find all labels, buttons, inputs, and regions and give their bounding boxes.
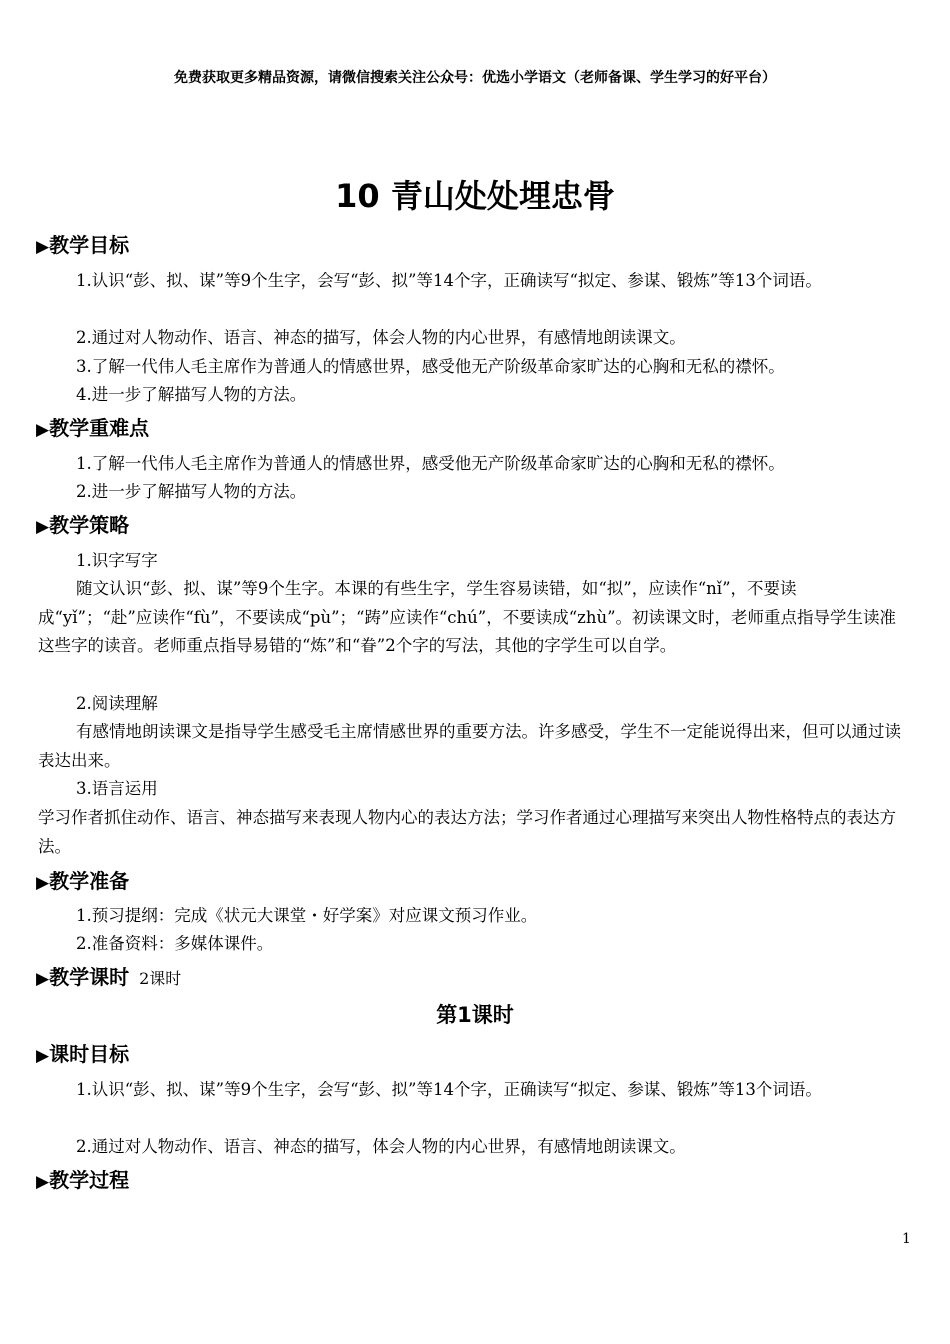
header-note: 免费获取更多精品资源，请微信搜索关注公众号：优选小学语文（老师备课、学生学习的好平台） [174,70,776,86]
preparation-item: 2.准备资料：多媒体课件。 [76,934,274,953]
key-point-item: 2.进一步了解描写人物的方法。 [76,482,307,501]
strategy-paragraph: 学习作者抓住动作、语言、神态描写来表现人物内心的表达方法；学习作者通过心理描写来突出人物性格特点的表达方法。 [38,808,896,856]
objective-item: 1.认识“彭、拟、谋”等9个生字，会写“彭、拟”等14个字，正确读写“拟定、参谋、锻炼”等13个词语。 [76,271,822,290]
section-heading-process: ▶教学过程 [36,1168,130,1192]
strategy-subtitle: 2.阅读理解 [76,694,158,713]
strategy-subtitle: 1.识字写字 [76,551,158,570]
lesson-goal-item: 1.认识“彭、拟、谋”等9个生字，会写“彭、拟”等14个字，正确读写“拟定、参谋、锻炼”等13个词语。 [76,1080,822,1099]
triangle-marker-icon: ▶ [36,873,50,893]
key-point-item: 1.了解一代伟人毛主席作为普通人的情感世界，感受他无产阶级革命家旷达的心胸和无私的襟怀。 [76,454,785,473]
hours-value: 2课时 [139,969,182,988]
strategy-paragraph: 有感情地朗读课文是指导学生感受毛主席情感世界的重要方法。许多感受，学生不一定能说得出来，但可以通过读表达出来。 [38,722,901,770]
preparation-item: 1.预习提纲：完成《状元大课堂・好学案》对应课文预习作业。 [76,906,538,925]
triangle-marker-icon: ▶ [36,969,50,989]
objective-item: 3.了解一代伟人毛主席作为普通人的情感世界，感受他无产阶级革命家旷达的心胸和无私的襟怀。 [76,357,785,376]
document-title: 10 青山处处埋忠骨 [335,177,615,215]
section-heading-lesson-goals: ▶课时目标 [36,1042,130,1066]
triangle-marker-icon: ▶ [36,517,50,537]
section-heading-objectives: ▶教学目标 [36,233,130,257]
triangle-marker-icon: ▶ [36,420,50,440]
section-heading-key-points: ▶教学重难点 [36,416,150,440]
strategy-subtitle: 3.语言运用 [76,779,158,798]
lesson-title: 第1课时 [436,1003,514,1027]
triangle-marker-icon: ▶ [36,1046,50,1066]
section-heading-preparation: ▶教学准备 [36,869,130,893]
section-heading-strategy: ▶教学策略 [36,513,130,537]
section-heading-hours: ▶教学课时 2课时 [36,965,182,989]
lesson-goal-item: 2.通过对人物动作、语言、神态的描写，体会人物的内心世界，有感情地朗读课文。 [76,1137,686,1156]
strategy-paragraph: 随文认识“彭、拟、谋”等9个生字。本课的有些生字，学生容易读错，如“拟”，应读作“nǐ”，不要读成“yǐ”；“赴”应读作“fù”，不要读成“pù”；“踌”应读作“chú”，不要读成“zhù”。初读课文时，老师重点指导学生读准这些字的读音。老师重点指导易错的“炼”和“眷”2个字的写法，其他的字学生可以自学。 [38,579,897,655]
triangle-marker-icon: ▶ [36,237,50,257]
objective-item: 4.进一步了解描写人物的方法。 [76,385,307,404]
triangle-marker-icon: ▶ [36,1172,50,1192]
page-number: 1 [902,1231,911,1247]
objective-item: 2.通过对人物动作、语言、神态的描写，体会人物的内心世界，有感情地朗读课文。 [76,328,686,347]
